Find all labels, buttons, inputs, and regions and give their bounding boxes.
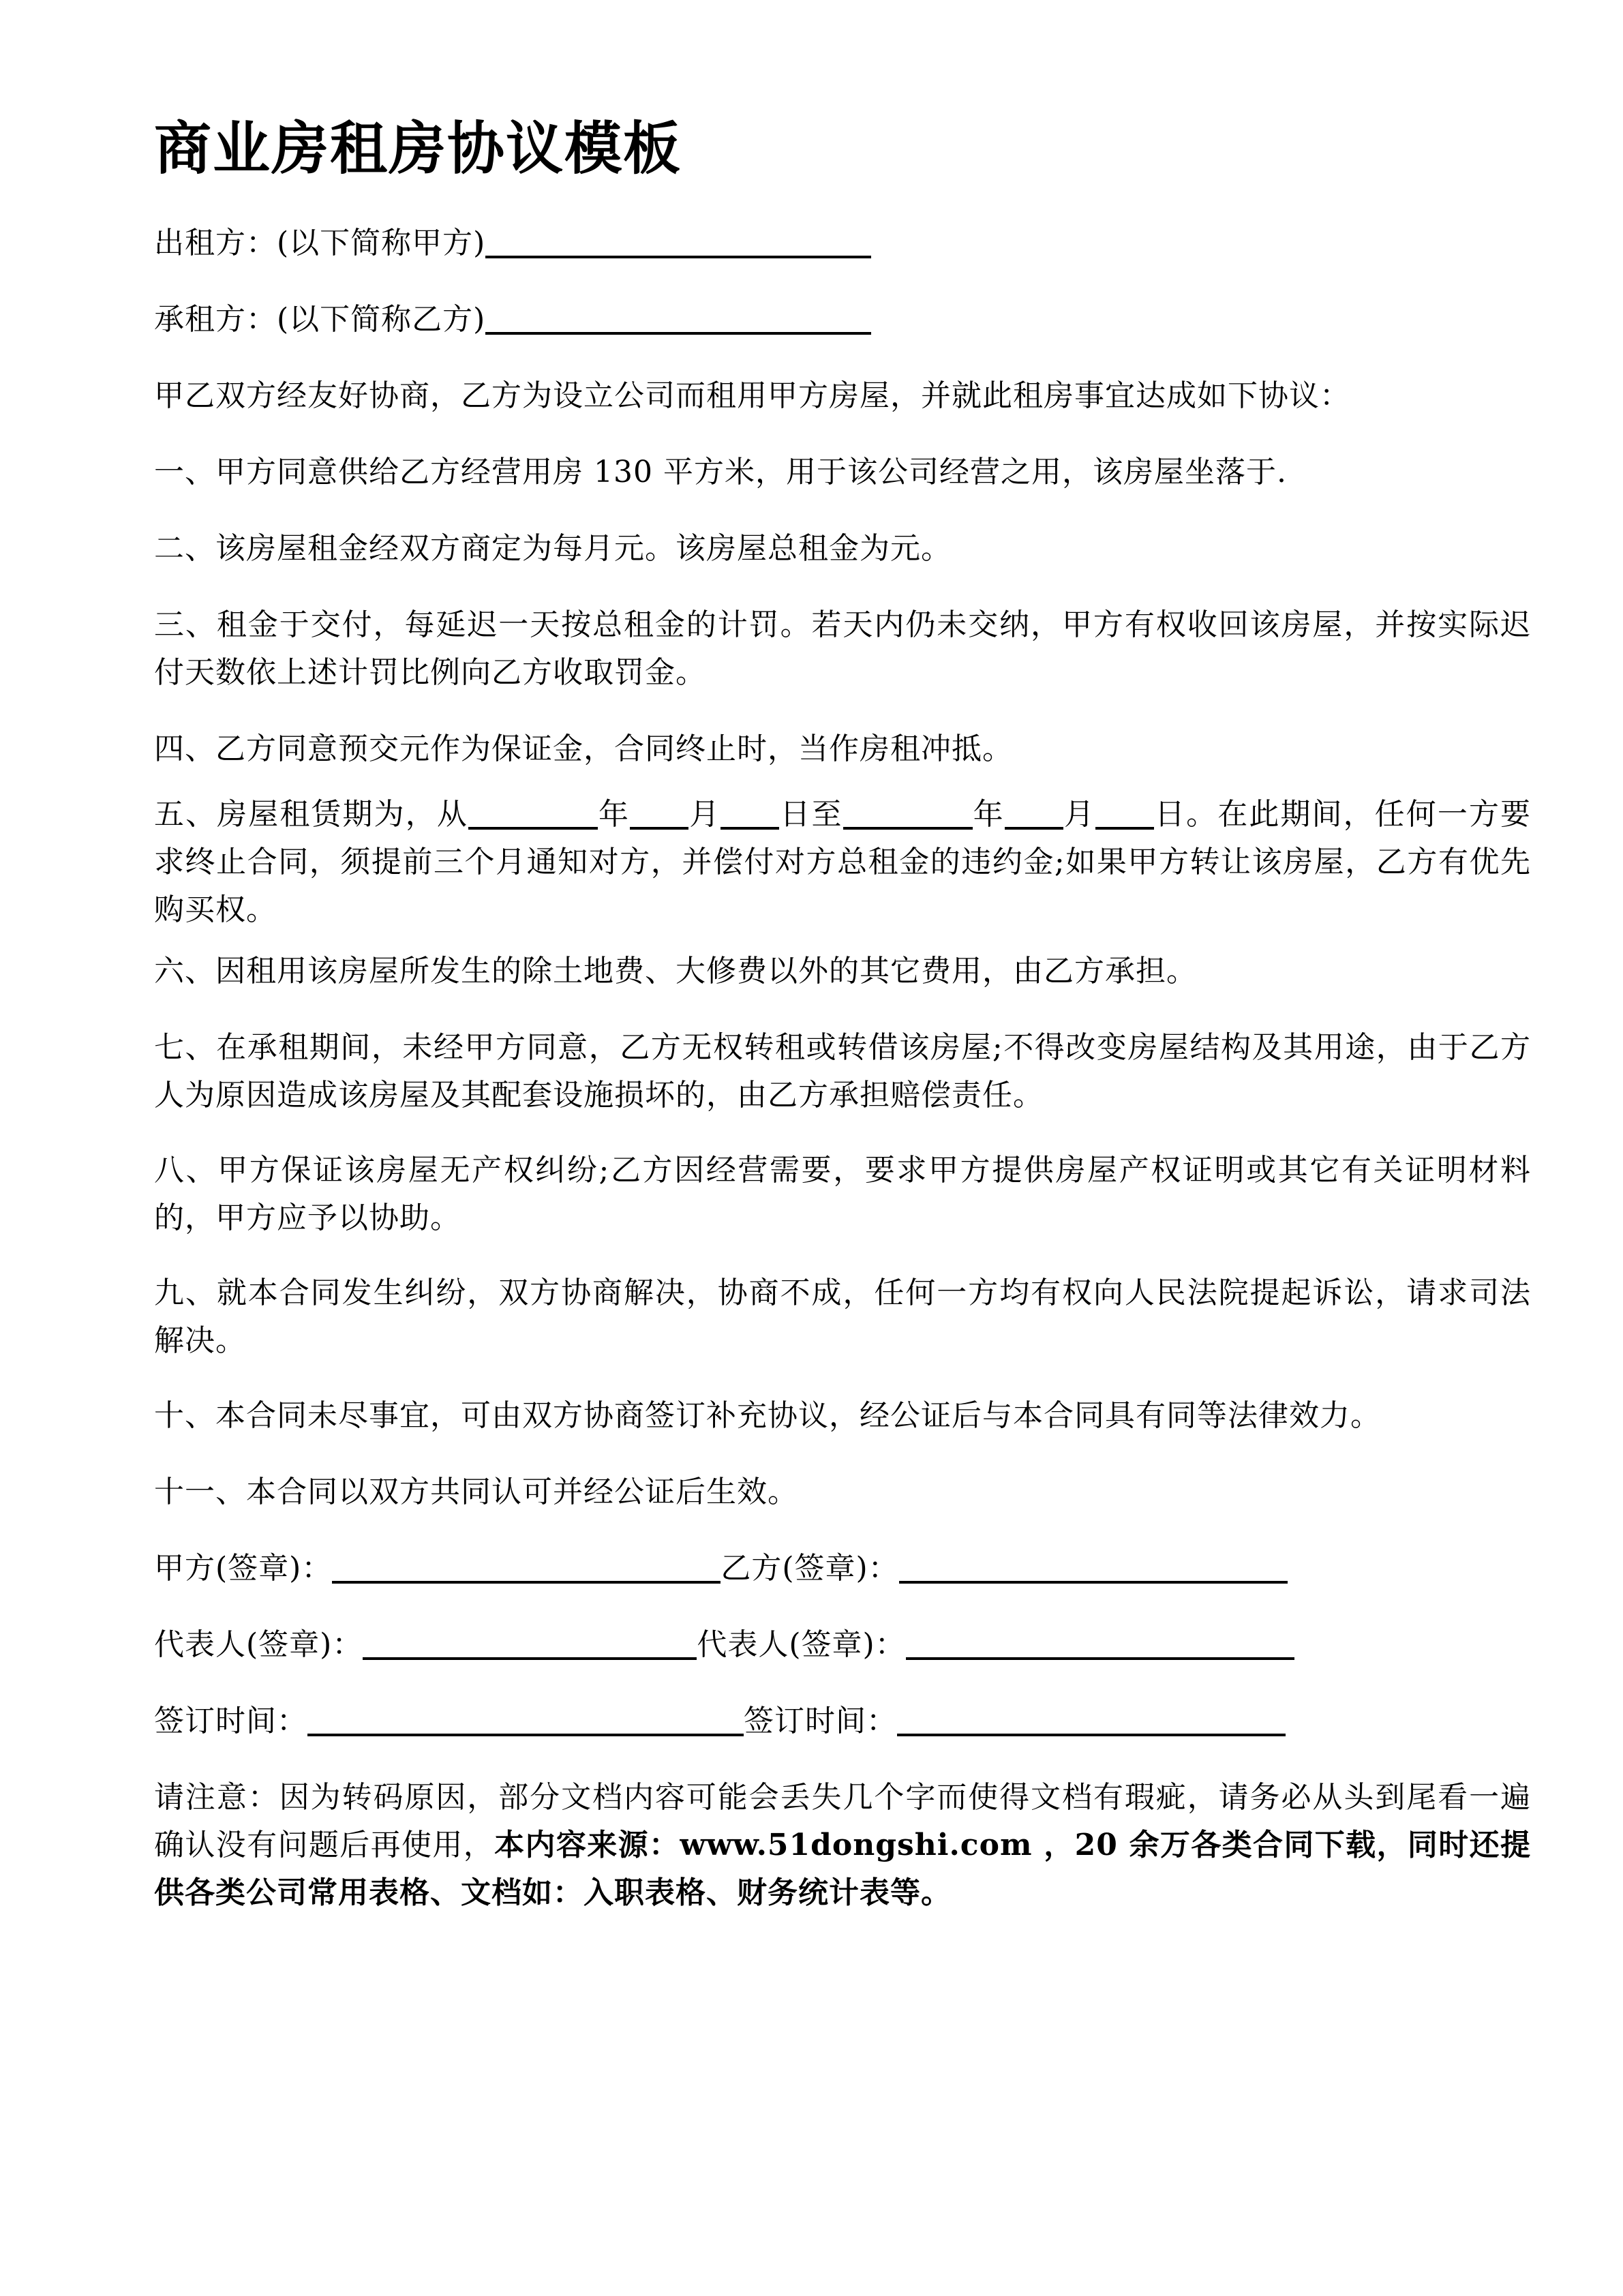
lessor-line <box>154 220 1531 267</box>
clause-5-month-1: 月 <box>688 797 721 832</box>
party-b-signature-blank <box>899 1547 1288 1584</box>
end-day-blank <box>1095 793 1154 830</box>
rep-b-signature-label: 代表人(签章)： <box>697 1627 906 1662</box>
clause-5-rest: 日。在此期间，任何一方要求终止合同，须提前三个月通知对方，并偿付对方总租金的违约金;如果甲方转让该房屋，乙方有优先购买权。 <box>154 797 1532 927</box>
clause-4: 四、乙方同意预交元作为保证金，合同终止时，当作房租冲抵。 <box>154 731 1013 766</box>
clause-10: 十、本合同未尽事宜，可由双方协商签订补充协议，经公证后与本合同具有同等法律效力。 <box>154 1398 1381 1433</box>
signature-row-representatives <box>154 1621 1294 1669</box>
clause-5-year-1: 年 <box>597 797 631 832</box>
clause-2: 二、该房屋租金经双方商定为每月元。该房屋总租金为元。 <box>154 531 952 566</box>
clause-5 <box>154 791 1531 934</box>
clause-8: 八、甲方保证该房屋无产权纠纷;乙方因经营需要，要求甲方提供房屋产权证明或其它有关证明材料的，甲方应予以协助。 <box>154 1153 1531 1235</box>
lessee-line <box>154 296 1531 344</box>
notice-source-text: 本内容来源：www.51dongshi.com ，20 余万各类合同下载，同时还提供各类公司常用表格、文档如：入职表格、财务统计表等。 <box>154 1828 1532 1910</box>
rep-a-signature-label: 代表人(签章)： <box>154 1627 363 1662</box>
party-a-signature-blank <box>332 1547 721 1584</box>
clause-3: 三、租金于交付，每延迟一天按总租金的计罚。若天内仍未交纳，甲方有权收回该房屋，并按实际迟付天数依上述计罚比例向乙方收取罚金。 <box>154 607 1531 690</box>
end-year-blank <box>843 793 973 830</box>
clause-11: 十一、本合同以双方共同认可并经公证后生效。 <box>154 1475 798 1509</box>
signature-row-parties <box>154 1545 1288 1592</box>
notice-paragraph <box>154 1774 1531 1917</box>
start-month-blank <box>630 793 688 830</box>
rep-b-signature-blank <box>906 1623 1294 1660</box>
clause-7: 七、在承租期间，未经甲方同意，乙方无权转租或转借该房屋;不得改变房屋结构及其用途，由于乙方人为原因造成该房屋及其配套设施损坏的，由乙方承担赔偿责任。 <box>154 1030 1531 1113</box>
date-b-label: 签订时间： <box>744 1704 897 1738</box>
clause-5-year-2: 年 <box>972 797 1005 832</box>
end-month-blank <box>1005 793 1063 830</box>
lessor-label: 出租方：(以下简称甲方) <box>154 226 486 260</box>
date-a-blank <box>307 1700 744 1736</box>
lessee-label: 承租方：(以下简称乙方) <box>154 302 486 337</box>
date-b-blank <box>897 1700 1286 1736</box>
party-a-signature-label: 甲方(签章)： <box>154 1551 333 1586</box>
clause-5-day-to: 日至 <box>779 797 843 832</box>
lessor-blank <box>485 222 871 258</box>
clause-9: 九、就本合同发生纠纷，双方协商解决，协商不成，任何一方均有权向人民法院提起诉讼，请求司法解决。 <box>154 1275 1531 1358</box>
clause-1: 一、甲方同意供给乙方经营用房 130 平方米，用于该公司经营之用，该房屋坐落于. <box>154 455 1287 489</box>
notice-normal-text: 请注意：因为转码原因，部分文档内容可能会丢失几个字而使得文档有瑕疵，请务必从头到尾看一遍确认没有问题后再使用， <box>154 1780 1531 1862</box>
start-day-blank <box>721 793 779 830</box>
lessee-blank <box>485 298 871 335</box>
party-b-signature-label: 乙方(签章)： <box>721 1551 899 1586</box>
date-a-label: 签订时间： <box>154 1704 307 1738</box>
intro-paragraph: 甲乙双方经友好协商，乙方为设立公司而租用甲方房屋，并就此租房事宜达成如下协议： <box>154 378 1350 413</box>
start-year-blank <box>468 793 598 830</box>
clause-6: 六、因租用该房屋所发生的除土地费、大修费以外的其它费用，由乙方承担。 <box>154 954 1197 988</box>
rep-a-signature-blank <box>363 1623 697 1660</box>
signature-row-dates <box>154 1697 1286 1745</box>
clause-5-lead: 五、房屋租赁期为，从 <box>154 797 468 832</box>
clause-5-month-2: 月 <box>1063 797 1095 832</box>
document-title: 商业房租房协议模板 <box>154 115 682 182</box>
